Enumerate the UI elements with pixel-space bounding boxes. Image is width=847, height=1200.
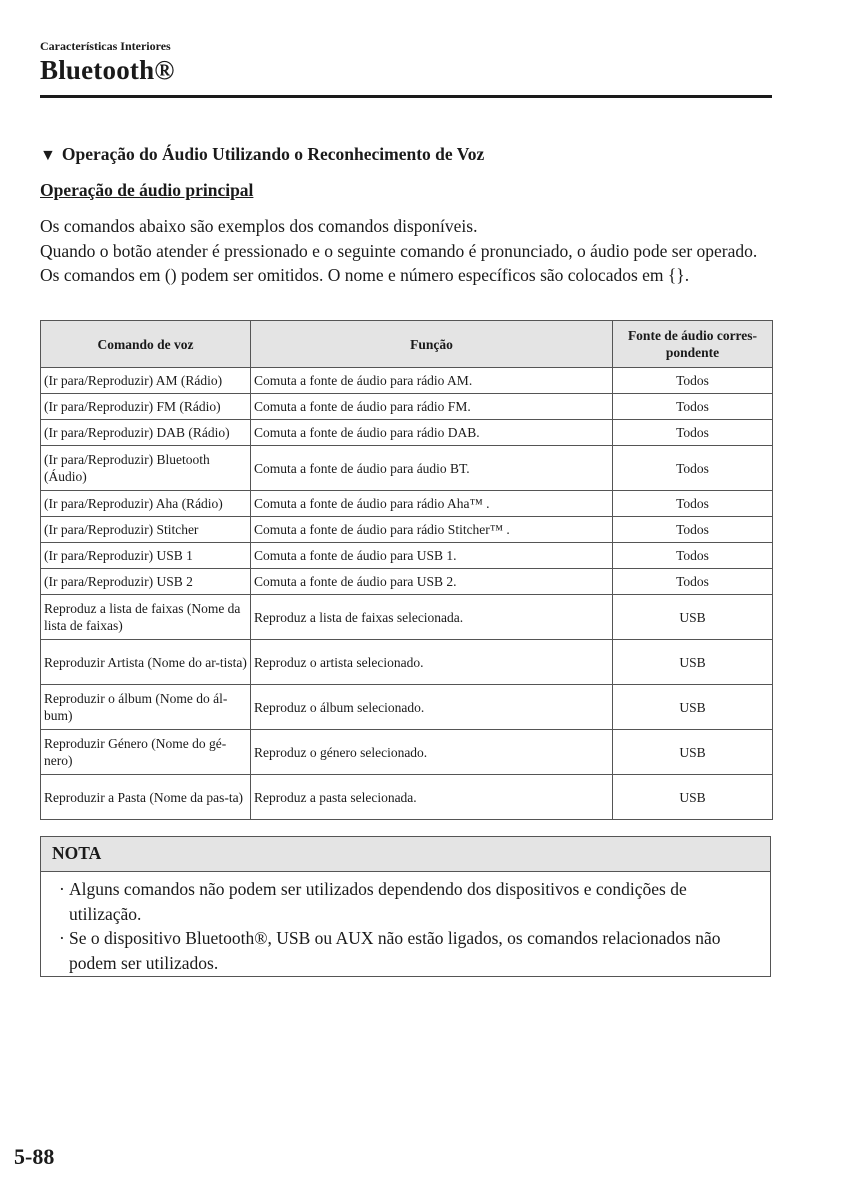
header-source: Fonte de áudio corres-pondente [613,321,773,368]
cell-function: Reproduz a pasta selecionada. [251,775,613,820]
intro-paragraph-2: Quando o botão atender é pressionado e o seguinte comando é pronunciado, o áudio pode ser operado. Os comandos em () podem ser omitidos. O nome e número específicos são colocados em {}. [40,240,758,285]
cell-command: (Ir para/Reproduzir) Aha (Rádio) [41,491,251,517]
title-divider [40,95,772,98]
table-row [41,517,773,543]
cell-function: Comuta a fonte de áudio para áudio BT. [251,446,613,491]
bullet-icon: · [59,928,65,948]
cell-source: USB [613,775,773,820]
cell-function: Comuta a fonte de áudio para rádio Stitcher™ . [251,517,613,543]
note-item-text: Alguns comandos não podem ser utilizados dependendo dos dispositivos e condições de utilização. [69,879,687,924]
cell-source: USB [613,685,773,730]
note-item [53,877,750,926]
header-function: Função [251,321,613,368]
cell-function: Reproduz a lista de faixas selecionada. [251,595,613,640]
cell-command: (Ir para/Reproduzir) AM (Rádio) [41,368,251,394]
note-item-text: Se o dispositivo Bluetooth®, USB ou AUX não estão ligados, os comandos relacionados não podem ser utilizados. [69,928,721,973]
cell-command: (Ir para/Reproduzir) FM (Rádio) [41,394,251,420]
cell-function: Comuta a fonte de áudio para rádio AM. [251,368,613,394]
cell-command: Reproduzir Género (Nome do gé-nero) [41,730,251,775]
cell-command: (Ir para/Reproduzir) Bluetooth (Áudio) [41,446,251,491]
section-heading [40,144,484,165]
table-row [41,685,773,730]
page-title: Bluetooth® [40,55,175,85]
note-item [53,926,750,975]
cell-function: Comuta a fonte de áudio para USB 1. [251,543,613,569]
table-row [41,368,773,394]
cell-source: Todos [613,420,773,446]
table-row [41,394,773,420]
cell-function: Reproduz o género selecionado. [251,730,613,775]
cell-source: USB [613,595,773,640]
cell-source: Todos [613,543,773,569]
intro-paragraph-1: Os comandos abaixo são exemplos dos comandos disponíveis. [40,216,478,236]
cell-source: Todos [613,446,773,491]
table-row [41,775,773,820]
cell-command: Reproduzir o álbum (Nome do ál-bum) [41,685,251,730]
cell-command: Reproduz a lista de faixas (Nome da lista de faixas) [41,595,251,640]
note-title: NOTA [41,837,770,872]
header-command: Comando de voz [41,321,251,368]
cell-command: (Ir para/Reproduzir) USB 2 [41,569,251,595]
cell-source: Todos [613,394,773,420]
cell-source: Todos [613,368,773,394]
cell-command: (Ir para/Reproduzir) DAB (Rádio) [41,420,251,446]
cell-source: Todos [613,517,773,543]
note-box [40,836,771,977]
table-row [41,569,773,595]
table-header-row [41,321,773,368]
subheading: Operação de áudio principal [40,180,254,200]
section-heading-text: Operação do Áudio Utilizando o Reconhecimento de Voz [61,144,485,164]
cell-source: USB [613,730,773,775]
cell-function: Comuta a fonte de áudio para rádio Aha™ . [251,491,613,517]
cell-function: Comuta a fonte de áudio para USB 2. [251,569,613,595]
table-row [41,446,773,491]
cell-source: Todos [613,491,773,517]
cell-command: Reproduzir a Pasta (Nome da pas-ta) [41,775,251,820]
cell-function: Reproduz o artista selecionado. [251,640,613,685]
table-row [41,595,773,640]
cell-source: Todos [613,569,773,595]
cell-command: (Ir para/Reproduzir) Stitcher [41,517,251,543]
intro-text [40,214,780,288]
page-number: 5-88 [14,1144,55,1169]
cell-function: Comuta a fonte de áudio para rádio DAB. [251,420,613,446]
cell-command: (Ir para/Reproduzir) USB 1 [41,543,251,569]
triangle-down-icon: ▼ [40,147,56,164]
bullet-icon: · [59,879,65,899]
table-row [41,491,773,517]
table-row [41,420,773,446]
cell-command: Reproduzir Artista (Nome do ar-tista) [41,640,251,685]
cell-source: USB [613,640,773,685]
table-row [41,640,773,685]
table-row [41,543,773,569]
table-row [41,730,773,775]
section-label: Características Interiores [40,39,171,53]
voice-command-table [40,320,773,820]
cell-function: Reproduz o álbum selecionado. [251,685,613,730]
note-list [41,872,770,975]
cell-function: Comuta a fonte de áudio para rádio FM. [251,394,613,420]
